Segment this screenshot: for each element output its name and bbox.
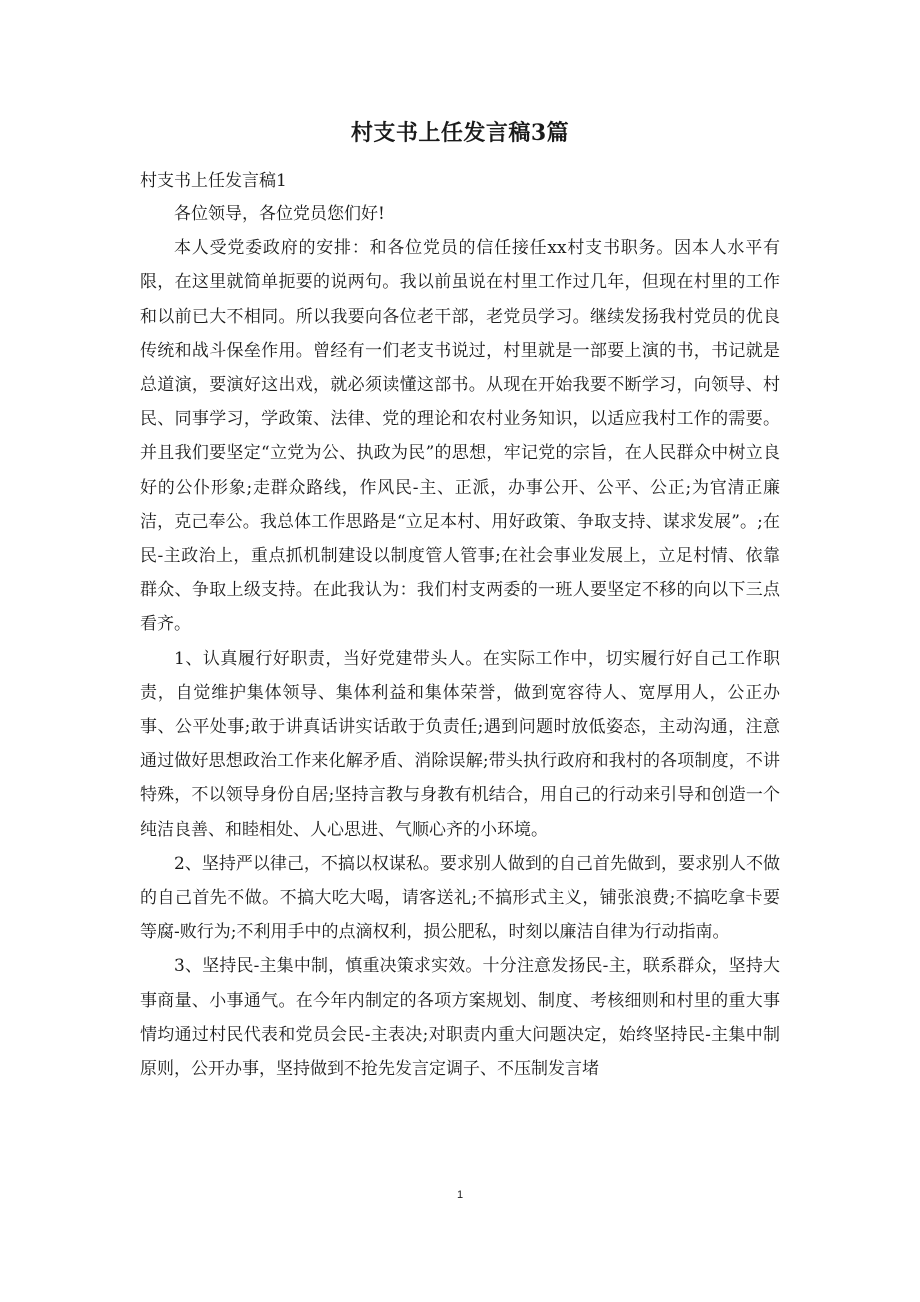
point-2-paragraph: 2、坚持严以律己，不搞以权谋私。要求别人做到的自己首先做到，要求别人不做的自己首先不做。不搞大吃大喝，请客送礼;不搞形式主义，铺张浪费;不搞吃拿卡要等腐-败行为;不利用手中的点滴权利，损公肥私，时刻以廉洁自律为行动指南。: [140, 853, 780, 943]
document-body: [140, 197, 780, 1086]
point-1-paragraph: 1、认真履行好职责，当好党建带头人。在实际工作中，切实履行好自己工作职责，自觉维护集体领导、集体利益和集体荣誉，做到宽容待人、宽厚用人，公正办事、公平处事;敢于讲真话讲实话敢于负责任;遇到问题时放低姿态，主动沟通，注意通过做好思想政治工作来化解矛盾、消除误解;带头执行政府和我村的各项制度，不讲特殊，不以领导身份自居;坚持言教与身教有机结合，用自己的行动来引导和创造一个纯洁良善、和睦相处、人心思进、气顺心齐的小环境。: [140, 648, 780, 840]
section-title: 村支书上任发言稿1: [140, 171, 287, 191]
page-number: 1: [456, 1189, 464, 1201]
document-title: 村支书上任发言稿3篇: [350, 120, 570, 146]
greeting-paragraph: 各位领导，各位党员您们好!: [174, 204, 385, 224]
point-3-paragraph: 3、坚持民-主集中制，慎重决策求实效。十分注意发扬民-主，联系群众，坚持大事商量、小事通气。在今年内制定的各项方案规划、制度、考核细则和村里的重大事情均通过村民代表和党员会民-主表决;对职责内重大问题决定，始终坚持民-主集中制原则，公开办事，坚持做到不抢先发言定调子、不压制发言堵: [140, 956, 780, 1080]
intro-paragraph: 本人受党委政府的安排：和各位党员的信任接任xx村支书职务。因本人水平有限，在这里就简单扼要的说两句。我以前虽说在村里工作过几年，但现在村里的工作和以前已大不相同。所以我要向各位老干部，老党员学习。继续发扬我村党员的优良传统和战斗保垒作用。曾经有一们老支书说过，村里就是一部要上演的书，书记就是总道演，要演好这出戏，就必须读懂这部书。从现在开始我要不断学习，向领导、村民、同事学习，学政策、法律、党的理论和农村业务知识，以适应我村工作的需要。并且我们要坚定“立党为公、执政为民”的思想，牢记党的宗旨，在人民群众中树立良好的公仆形象;走群众路线，作风民-主、正派，办事公开、公平、公正;为官清正廉洁，克己奉公。我总体工作思路是“立足本村、用好政策、争取支持、谋求发展”。;在民-主政治上，重点抓机制建设以制度管人管事;在社会事业发展上，立足村情、依靠群众、争取上级支持。在此我认为：我们村支两委的一班人要坚定不移的向以下三点看齐。: [140, 238, 780, 635]
